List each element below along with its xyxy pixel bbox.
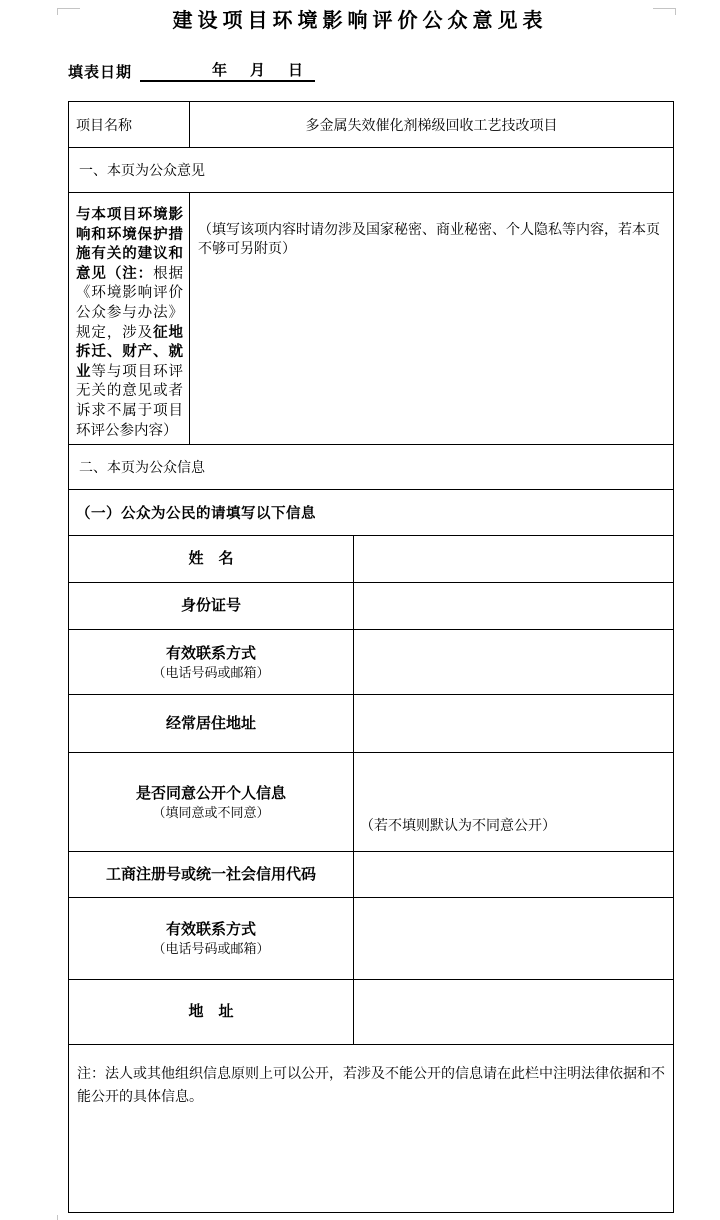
- opinion-label-regular-part-1: 根据《环境影响评价公众参与办法》规定，涉及: [76, 265, 184, 341]
- residence-address-input-cell[interactable]: [353, 695, 673, 752]
- page-title: 建设项目环境影响评价公众意见表: [172, 10, 548, 32]
- consent-sublabel: （填同意或不同意）: [152, 804, 270, 820]
- business-reg-number-label: [69, 852, 353, 897]
- row-business-reg-number: [69, 851, 673, 897]
- opinion-input-cell[interactable]: [189, 193, 673, 444]
- org-address-input-cell[interactable]: [353, 980, 673, 1044]
- contact-label-text: 有效联系方式: [165, 644, 256, 662]
- fill-date-blank-input[interactable]: 年 月 日: [140, 60, 315, 82]
- row-contact: [69, 629, 673, 694]
- section-opinion-header: 一、本页为公众意见: [79, 162, 205, 178]
- row-opinion: [69, 192, 673, 444]
- fill-date-label: 填表日期: [68, 64, 133, 81]
- contact-input-cell[interactable]: [353, 630, 673, 694]
- row-org-contact: [69, 897, 673, 979]
- name-input-cell[interactable]: [353, 536, 673, 582]
- citizen-section-header: （一）公众为公民的请填写以下信息: [76, 506, 316, 522]
- opinion-label-regular-part-2: 等与项目环评无关的意见或者诉求不属于项目环评公参内容）: [76, 363, 184, 439]
- consent-label-text: 是否同意公开个人信息: [135, 784, 286, 802]
- page-boundary-mark-bottom-left: [57, 1215, 80, 1220]
- opinion-fill-hint: （填写该项内容时请勿涉及国家秘密、商业秘密、个人隐私等内容，若本页不够可另附页）: [198, 221, 660, 256]
- section-info-header: 二、本页为公众信息: [79, 459, 205, 475]
- row-id-number: [69, 582, 673, 629]
- footnote-text: 注：法人或其他组织信息原则上可以公开，若涉及不能公开的信息请在此栏中注明法律依据和不能公开的具体信息。: [77, 1065, 665, 1104]
- row-consent: [69, 752, 673, 851]
- fill-date-line: [68, 60, 720, 84]
- row-org-address: [69, 979, 673, 1044]
- page-boundary-mark-top-right: [653, 8, 676, 15]
- org-contact-label-text: 有效联系方式: [165, 921, 256, 938]
- consent-input-cell[interactable]: [353, 753, 673, 851]
- opinion-label-bold-part-2: 征地拆迁、财产、就业: [76, 324, 184, 380]
- page-boundary-mark-top-left: [57, 8, 80, 15]
- org-contact-sublabel: （电话号码或邮箱）: [152, 941, 270, 956]
- consent-label: [69, 753, 353, 851]
- residence-address-label: [69, 695, 353, 752]
- business-reg-number-label-text: 工商注册号或统一社会信用代码: [105, 865, 316, 883]
- public-opinion-form-table: [68, 101, 674, 1213]
- contact-sublabel: （电话号码或邮箱）: [152, 664, 270, 680]
- opinion-label-bold-part-1: 与本项目环境影响和环境保护措施有关的建议和意见（注：: [76, 207, 183, 282]
- residence-address-label-text: 经常居住地址: [165, 714, 256, 732]
- row-footnote: [69, 1044, 673, 1212]
- project-name-label: 项目名称: [76, 116, 132, 133]
- name-label-text: 姓 名: [188, 550, 234, 567]
- row-section-opinion-header: [69, 147, 673, 192]
- id-number-label-text: 身份证号: [180, 597, 241, 614]
- project-name-value: 多金属失效催化剂梯级回收工艺技改项目: [189, 102, 673, 147]
- org-contact-label: [69, 898, 353, 979]
- row-name: [69, 535, 673, 582]
- consent-default-hint: （若不填则默认为不同意公开）: [360, 817, 556, 833]
- org-address-label: [69, 980, 353, 1044]
- row-project-name: [69, 102, 673, 147]
- org-contact-input-cell[interactable]: [353, 898, 673, 979]
- row-section-info-header: [69, 444, 673, 489]
- row-residence-address: [69, 694, 673, 752]
- contact-label: [69, 630, 353, 694]
- row-citizen-section-header: [69, 489, 673, 535]
- name-label: [69, 536, 353, 582]
- opinion-label: [69, 193, 189, 444]
- org-address-label-text: 地 址: [188, 1003, 234, 1020]
- business-reg-number-input-cell[interactable]: [353, 852, 673, 897]
- id-number-label: [69, 583, 353, 629]
- id-number-input-cell[interactable]: [353, 583, 673, 629]
